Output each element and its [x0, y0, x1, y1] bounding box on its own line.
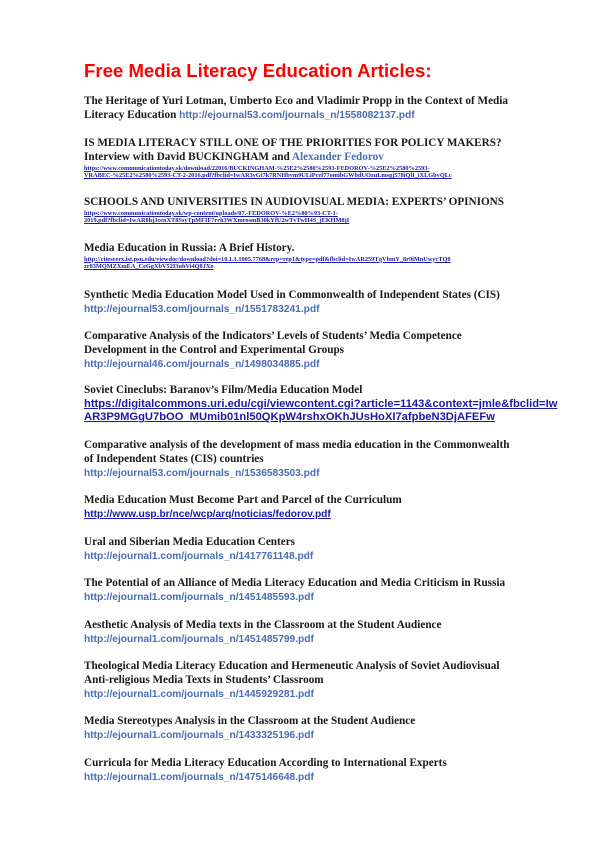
article-title: Media Education in Russia: A Brief History. [84, 242, 295, 254]
article-title: Aesthetic Analysis of Media texts in the Classroom at the Student Audience [84, 619, 442, 631]
article-title: Ural and Siberian Media Education Centers [84, 536, 296, 548]
article-link[interactable]: https://www.communicationtoday.sk/wp-content/uploads/07.-FEDOROV-%E2%80%93-CT-1- [84, 209, 338, 217]
article-link[interactable]: http://ejournal53.com/journals_n/1551783241.pdf [84, 303, 320, 315]
article-link-continued[interactable]: VRABEC-%25E2%2580%2593-CT-2-2016.pdf?fbclid=IwAR3yGi7k7RNHbvm9ULiPcef77omibGWbdUOzuLmsgj578iQlI_iXLGbvQLc [84, 172, 452, 180]
article-title: Media Stereotypes Analysis in the Classroom at the Student Audience [84, 715, 416, 727]
article-link[interactable]: http://ejournal1.com/journals_n/1451485799.pdf [84, 633, 314, 645]
article-title-line-2: Anti-religious Media Texts in Students’ Classroom [84, 673, 324, 686]
article-link[interactable]: https://digitalcommons.uri.edu/cgi/viewcontent.cgi?article=1143&context=jmle&fbclid=Iw [84, 397, 558, 410]
article-title-line-2: Interview with David BUCKINGHAM and Alexander Fedorov [84, 150, 384, 163]
article-title-line-2: Development in the Control and Experimental Groups [84, 343, 345, 356]
article-title: Media Education Must Become Part and Parcel of the Curriculum [84, 494, 402, 506]
article-entry [84, 384, 558, 425]
page-title: Free Media Literacy Education Articles: [84, 60, 432, 81]
article-entry [84, 439, 534, 480]
article-link[interactable]: http://www.usp.br/nce/wcp/arq/noticias/fedorov.pdf [84, 508, 331, 520]
article-link[interactable]: http://citeseerx.ist.psu.edu/viewdoc/download?doi=10.1.1.1005.7768&rep=rep1&type=pdf&fbclid=IwAR259TqVbmY_8r9iMnUwycTQ0 [84, 255, 451, 263]
article-entry [84, 715, 534, 743]
article-entry [84, 536, 534, 564]
article-link-continued[interactable]: 2019.pdf?fbclid=IwAR0hjJcenXT8SsyTpMFIF7rrh3WXmrosmB30kYfU2wTvTwH4S_jEKHM8jI [84, 217, 350, 225]
article-title: The Heritage of Yuri Lotman, Umberto Eco and Vladimir Propp in the Context of Media [84, 95, 508, 107]
article-link-continued[interactable]: AR3P9MGgU7bOO_MUmib01nl50QKpW4rshxOKhJUsHoXI7afpbeN3DjAFEFw [84, 411, 495, 424]
article-entry [84, 242, 534, 271]
article-link[interactable]: http://ejournal1.com/journals_n/1451485593.pdf [84, 591, 314, 603]
article-entry [84, 494, 534, 522]
article-entry [84, 619, 534, 647]
article-entry [84, 95, 534, 123]
article-title-line-2: of Independent States (CIS) countries [84, 452, 264, 465]
article-link[interactable]: http://ejournal1.com/journals_n/1433325196.pdf [84, 729, 314, 741]
article-entry [84, 757, 534, 785]
article-link[interactable]: http://ejournal53.com/journals_n/1536583503.pdf [84, 467, 320, 479]
article-link[interactable]: http://ejournal1.com/journals_n/1417761148.pdf [84, 550, 314, 562]
article-title: Soviet Cineclubs: Baranov’s Film/Media Education Model [84, 384, 363, 396]
article-link[interactable]: https://www.communicationtoday.sk/download/22016/BUCKINGHAM-%25E2%2580%2593-FEDOROV-%25E2%2580%2593- [84, 164, 430, 172]
article-title-line-2: Literacy Education http://ejournal53.com/journals_n/1558082137.pdf [84, 108, 415, 121]
article-title: Curricula for Media Literacy Education According to International Experts [84, 757, 447, 769]
article-title: Comparative analysis of the development of mass media education in the Commonwealth [84, 439, 510, 451]
article-title: The Potential of an Alliance of Media Literacy Education and Media Criticism in Russia [84, 577, 506, 589]
article-title: Comparative Analysis of the Indicators’ Levels of Students’ Media Competence [84, 330, 462, 342]
article-link-continued[interactable]: zr83MQMZXmEA_CeGgXbV52I3uhVi4Q8JXo [84, 263, 214, 271]
article-link[interactable]: http://ejournal1.com/journals_n/1475146648.pdf [84, 771, 314, 783]
article-title: IS MEDIA LITERACY STILL ONE OF THE PRIORITIES FOR POLICY MAKERS? [84, 137, 502, 149]
article-entry [84, 330, 534, 371]
article-entry [84, 289, 534, 317]
author-name: Alexander Fedorov [291, 150, 384, 163]
article-link[interactable]: http://ejournal53.com/journals_n/1558082137.pdf [179, 109, 415, 121]
article-link[interactable]: http://ejournal46.com/journals_n/1498034885.pdf [84, 358, 320, 370]
article-entry [84, 137, 534, 180]
article-link[interactable]: http://ejournal1.com/journals_n/1445929281.pdf [84, 688, 314, 700]
article-entry [84, 660, 534, 701]
article-title: Theological Media Literacy Education and Hermeneutic Analysis of Soviet Audiovisual [84, 660, 500, 672]
article-entry [84, 577, 534, 605]
article-entry [84, 196, 534, 225]
article-title: SCHOOLS AND UNIVERSITIES IN AUDIOVISUAL MEDIA: EXPERTS’ OPINIONS [84, 196, 504, 208]
article-title: Synthetic Media Education Model Used in Commonwealth of Independent States (CIS) [84, 289, 500, 301]
